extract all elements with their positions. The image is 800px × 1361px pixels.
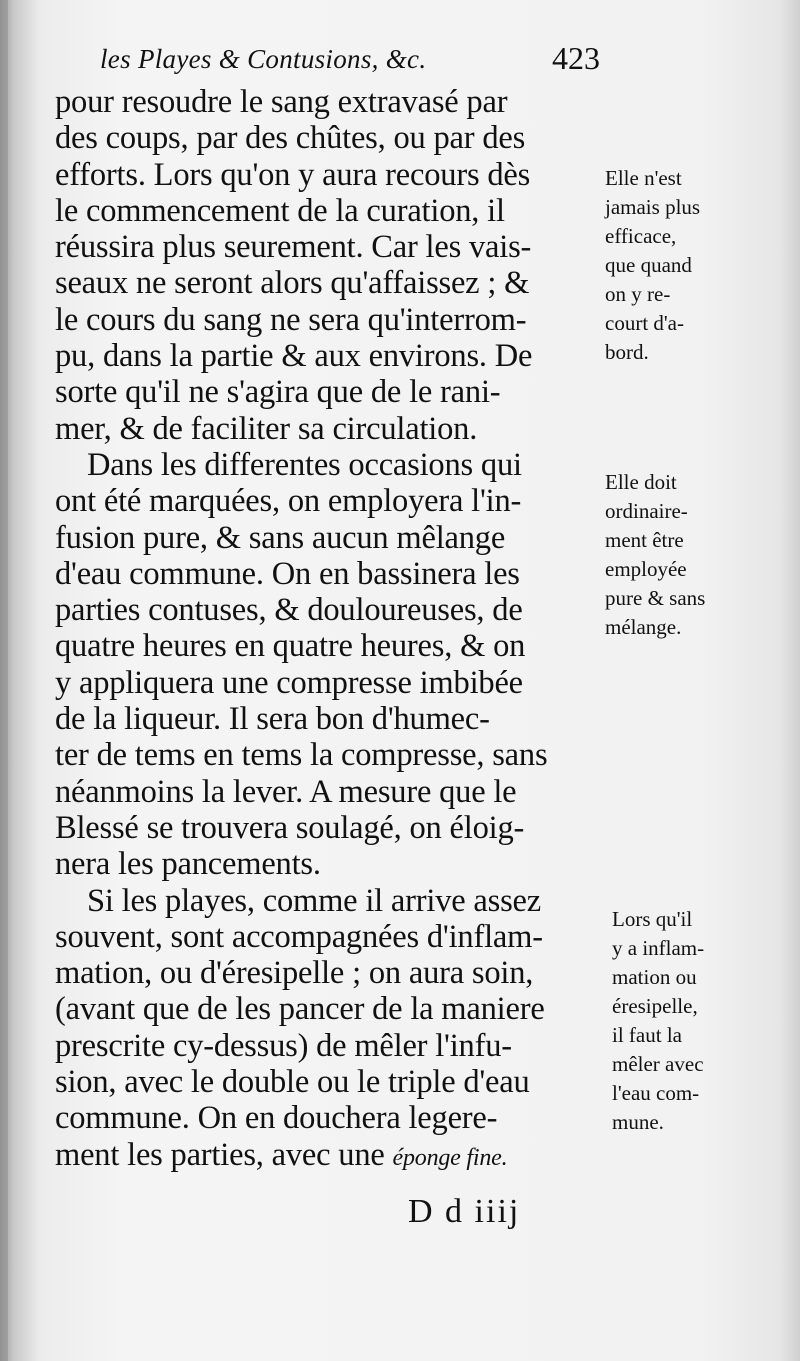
body-line: sion, avec le double ou le triple d'eau [55,1064,530,1101]
body-line: y appliquera une compresse imbibée [55,664,523,701]
body-line: réussira plus seurement. Car les vais- [55,229,532,266]
note-line: y a inflam- [612,936,705,960]
body-line: le cours du sang ne sera qu'interrom- [55,301,527,338]
body-line: seaux ne seront alors qu'affaissez ; & [55,265,530,302]
note-line: Elle n'est [605,166,682,190]
note-line: ordinaire- [605,499,688,523]
note-line: il faut la [612,1023,682,1047]
body-line: pu, dans la partie & aux environs. De [55,338,533,375]
body-line: fusion pure, & sans aucun mêlange [55,519,506,556]
body-line: parties contuses, & douloureuses, de [55,592,523,629]
body-line: (avant que de les pancer de la maniere [55,991,545,1028]
note-line: ment être [605,528,684,552]
note-line: pure & sans [605,586,706,610]
body-line: nera les pancements. [55,846,321,883]
body-line: efforts. Lors qu'on y aura recours dès [55,156,531,193]
body-line: pour resoudre le sang extravasé par [55,84,508,120]
margin-note-3 [612,905,800,1137]
body-text [55,84,603,1173]
page-spine-shadow [0,0,8,1361]
note-line: Elle doit [605,470,677,494]
body-line: ont été marquées, on employera l'in- [55,483,522,520]
body-italic-tail: éponge fine. [392,1144,508,1171]
body-line: le commencement de la curation, il [55,192,505,229]
margin-note-1 [605,164,795,367]
note-line: mation ou [612,965,697,989]
body-line: mation, ou d'éresipelle ; on aura soin, [55,955,534,992]
paragraph-start-line: Dans les differentes occasions qui [87,446,522,483]
note-line: court d'a- [605,311,684,335]
margin-note-2 [605,468,795,642]
body-line: mer, & de faciliter sa circulation. [55,410,478,447]
body-line: néanmoins la lever. A mesure que le [55,773,517,810]
note-line: que quand [605,253,692,277]
body-line: d'eau commune. On en bassinera les [55,555,520,592]
body-line: souvent, sont accompagnées d'inflam- [55,918,543,955]
body-line: quatre heures en quatre heures, & on [55,628,526,665]
body-line: de la liqueur. Il sera bon d'humec- [55,701,490,738]
note-line: mune. [612,1110,664,1134]
note-line: mélange. [605,615,682,639]
body-line: commune. On en douchera legere- [55,1100,498,1137]
running-head: les Playes & Contusions, &c. [100,44,427,74]
body-line: prescrite cy-dessus) de mêler l'infu- [55,1027,512,1064]
signature-mark: D d iiij [408,1193,521,1230]
paragraph-start-line: Si les playes, comme il arrive assez [87,882,541,919]
note-line: bord. [605,340,649,364]
body-line: sorte qu'il ne s'agira que de le rani- [55,374,501,411]
note-line: l'eau com- [612,1081,700,1105]
body-last-line [55,1137,603,1173]
note-line: mêler avec [612,1052,704,1076]
note-line: efficace, [605,224,677,248]
note-line: jamais plus [605,195,701,219]
note-line: éresipelle, [612,994,698,1018]
note-line: Lors qu'il [612,907,693,931]
body-line: des coups, par des chûtes, ou par des [55,120,526,157]
note-line: employée [605,557,687,581]
body-line: ter de tems en tems la compresse, sans [55,737,548,774]
page-header [100,40,600,90]
body-line-text: ment les parties, avec une [55,1136,393,1173]
note-line: on y re- [605,282,671,306]
page-number: 423 [552,40,600,76]
body-line: Blessé se trouvera soulagé, on éloig- [55,809,525,846]
